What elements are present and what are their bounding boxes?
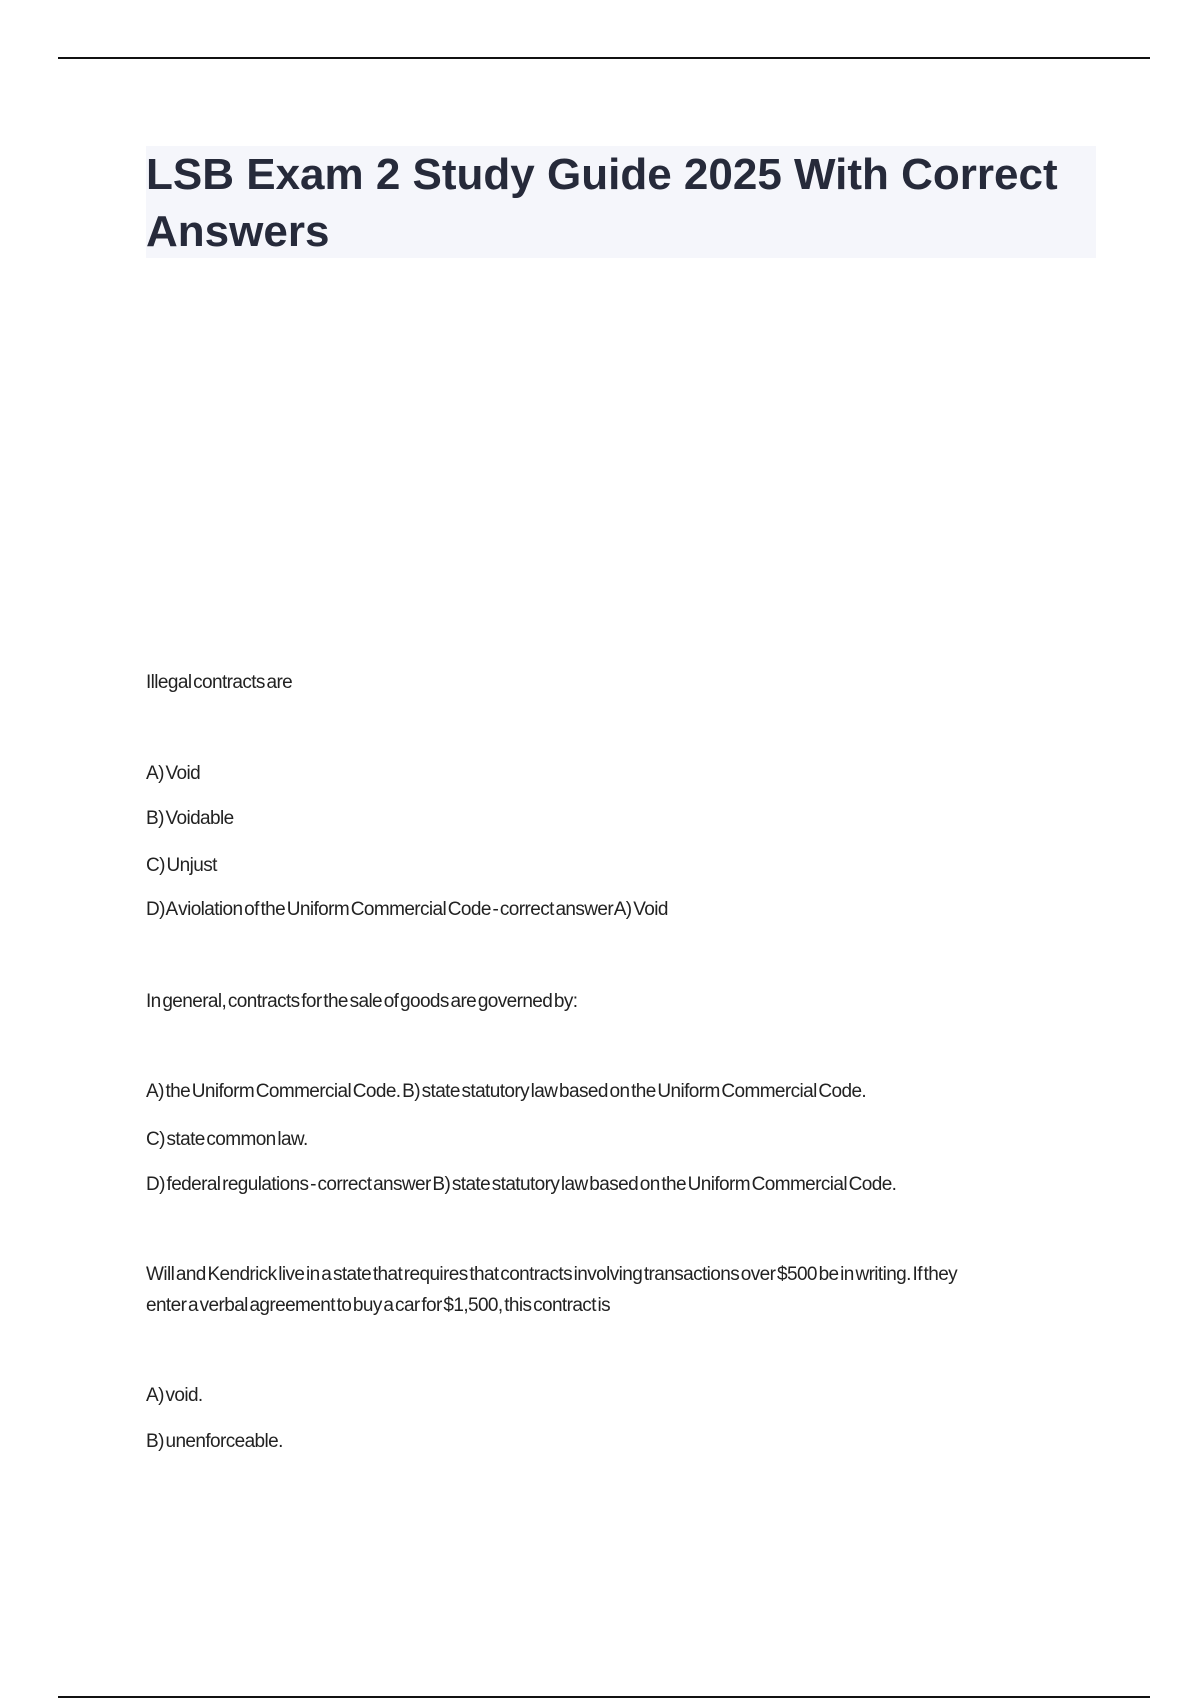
question-3-prompt-line-1: Will and Kendrick live in a state that requires that contracts involving transactions over $500 be in writing. If they	[146, 1264, 958, 1285]
question-2-prompt: In general, contracts for the sale of goods are governed by:	[146, 991, 578, 1012]
question-3-prompt-line-2: enter a verbal agreement to buy a car for $1,500, this contract is	[146, 1295, 611, 1316]
question-2-option-c: C) state common law.	[146, 1129, 308, 1150]
question-1-option-b: B) Voidable	[146, 808, 234, 829]
question-1-option-d: D) A violation of the Uniform Commercial Code - correct answer A) Void	[146, 899, 668, 920]
question-3-option-b: B) unenforceable.	[146, 1431, 283, 1452]
document-title: LSB Exam 2 Study Guide 2025 With Correct Answers	[146, 150, 1058, 256]
question-3-option-a: A) void.	[146, 1385, 203, 1406]
question-2-option-d: D) federal regulations - correct answer B) state statutory law based on the Uniform Commercial Code.	[146, 1174, 897, 1195]
question-1-option-c: C) Unjust	[146, 855, 217, 876]
question-1-prompt: Illegal contracts are	[146, 672, 293, 693]
question-1-option-a: A) Void	[146, 763, 201, 784]
top-rule	[58, 57, 1150, 59]
bottom-rule	[58, 1696, 1150, 1698]
question-2-option-ab: A) the Uniform Commercial Code. B) state statutory law based on the Uniform Commercial Code.	[146, 1081, 867, 1102]
